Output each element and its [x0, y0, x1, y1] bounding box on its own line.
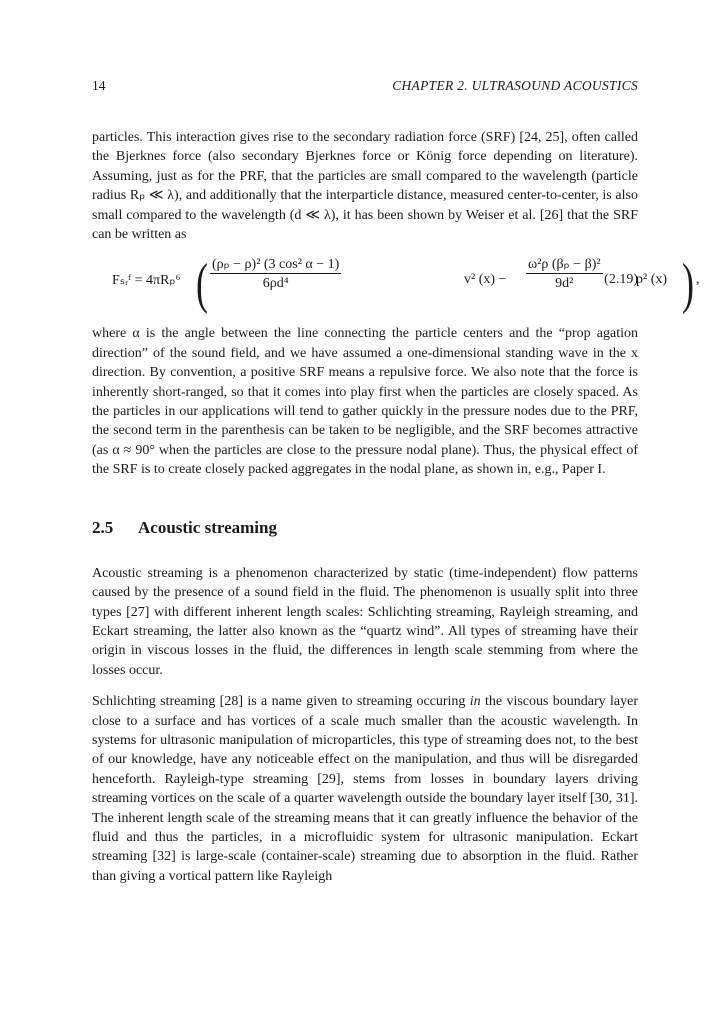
left-big-paren: ( — [196, 252, 208, 315]
section-heading — [92, 518, 638, 538]
paragraph-srf-explanation: where α is the angle between the line connecting the particle centers and the “prop agation direction” of the sound field, and we have assumed a one-dimensional standing wave in the x direction. By convention, a positive SRF means a repulsive force. We also note that the force is inherently short-ranged, so that it comes into play first when the particles are closely spaced. As the particles in our applications will tend to gather quickly in the pressure nodes due to the PRF, the second term in the parenthesis can be taken to be negligible, and the SRF becomes attractive (as α ≈ 90° when the particles are close to the pressure nodal plane). Thus, the physical effect of the SRF is to create closely packed aggregates in the nodal plane, as shown in, e.g., Paper I. — [92, 326, 638, 478]
fraction-1-numerator: (ρₚ − ρ)² (3 cos² α − 1) — [212, 257, 340, 273]
paragraph-srf-intro: particles. This interaction gives rise to the secondary radiation force (SRF) [24, 25], often called the Bjerknes force (also secondary Bjerknes force or König force depending on literature). Assuming, just as for the PRF, that the particles are small compared to the wavelength (particle radius Rₚ ≪ λ), and additionally that the interparticle distance, measured center-to-center, is also small compared to the wavelength (d ≪ λ), it has been shown by Weiser et al. [26] that the SRF can be written as — [92, 130, 638, 243]
running-header — [92, 78, 638, 98]
equation-2-19 — [92, 248, 700, 322]
fraction-2-numerator: ω²ρ (βₚ − β)² — [528, 257, 601, 273]
equation-term-2: p² (x) — [636, 272, 668, 288]
section-title: Acoustic streaming — [138, 517, 277, 537]
page-number: 14 — [92, 78, 106, 93]
equation-number: (2.19) — [604, 272, 638, 288]
right-big-paren: ) — [682, 252, 694, 315]
section-number: 2.5 — [92, 517, 114, 537]
page-body — [92, 128, 700, 886]
paragraph-schlichting-a: Schlichting streaming [28] is a name given to streaming occuring — [92, 694, 470, 710]
fraction-2 — [526, 256, 603, 292]
paragraph-schlichting-b: the viscous boundary layer close to a surface and has vortices of a scale much smaller than the acoustic wavelength. In systems for ultrasonic manipulation of microparticles, this type of streaming does not, to the best of our knowledge, have any noticeable effect on the manipulation, and thus will be disregarded henceforth. Rayleigh-type streaming [29], stems from losses in boundary layers driving streaming vortices on the scale of a quarter wavelength outside the boundary layer itself [30, 31]. The inherent length scale of the streaming means that it can greatly influence the behavior of the fluid and thus the particles, in a microfluidic system for ultrasonic manipulation. Eckart streaming [32] is large-scale (container-scale) streaming due to absorption in the fluid. Rather than giving a vortical pattern like Rayleigh — [92, 694, 638, 884]
equation-term-1: v² (x) − — [464, 272, 507, 288]
emphasis-in: in — [469, 694, 481, 710]
fraction-1 — [210, 256, 341, 292]
paragraph-streaming-intro: Acoustic streaming is a phenomenon characterized by static (time-independent) flow patterns caused by the presence of a sound field in the fluid. The phenomenon is usually split into three types [27] with different inherent length scales: Schlichting streaming, Rayleigh streaming, and Eckart streaming, the latter also known as the “quartz wind”. All types of streaming have their origin in viscous losses in the fluid, the differences in length scale stemming from where the losses occur. — [92, 565, 638, 678]
equation-lhs: Fₛᵣᶠ = 4πRₚ⁶ — [112, 273, 181, 289]
fraction-2-denominator: 9d² — [526, 273, 603, 292]
fraction-1-denominator: 6ρd⁴ — [210, 273, 341, 292]
paragraph-schlichting — [92, 692, 638, 886]
chapter-title: CHAPTER 2. ULTRASOUND ACOUSTICS — [392, 78, 638, 93]
equation-comma: , — [696, 272, 700, 288]
